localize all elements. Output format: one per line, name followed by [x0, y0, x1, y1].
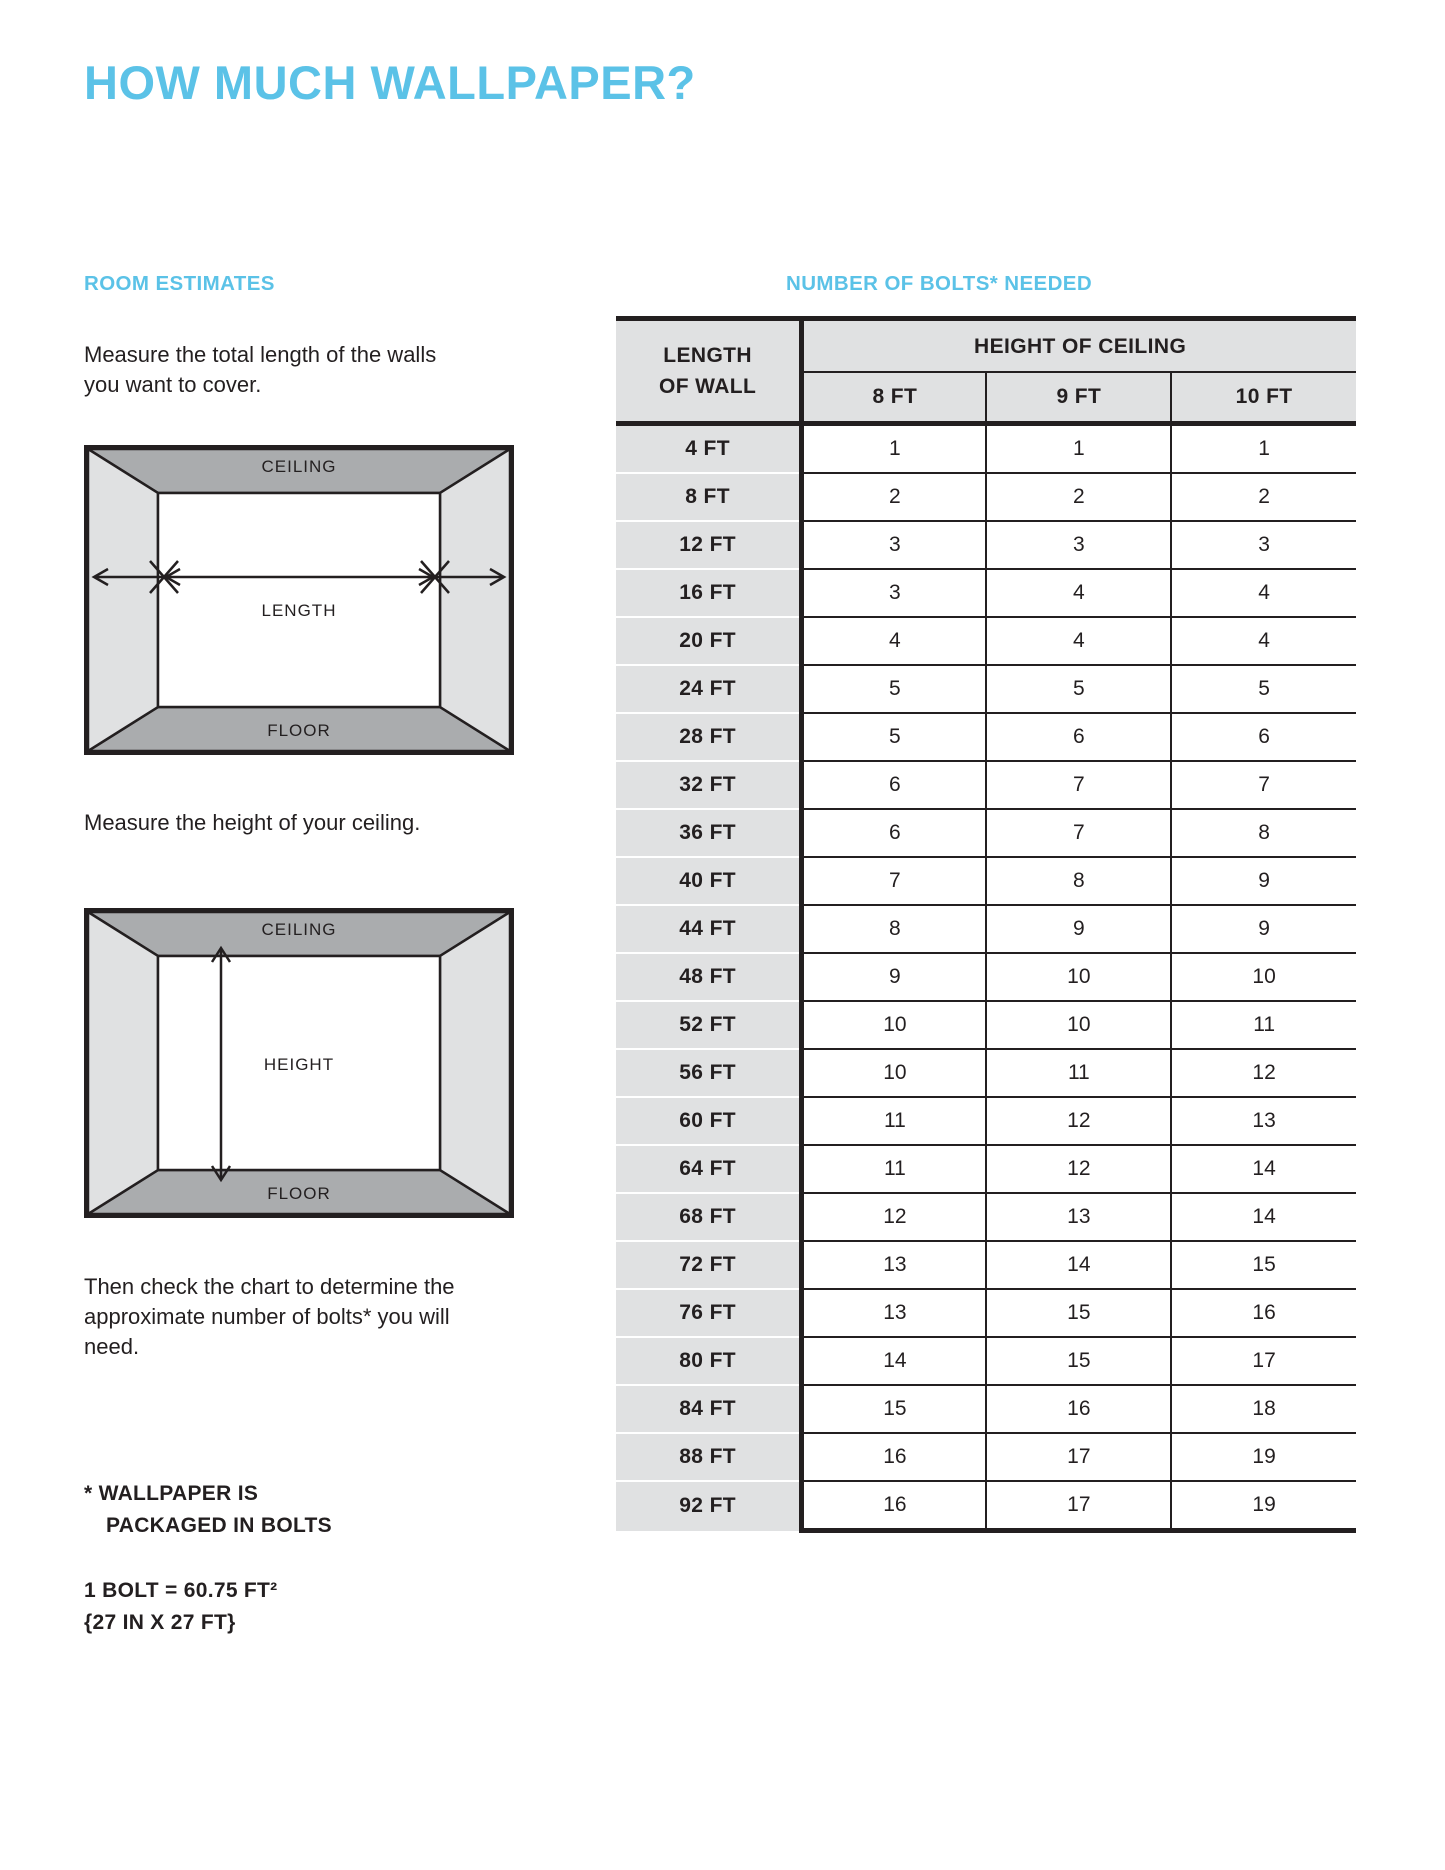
row-label: 40 FT [616, 857, 802, 905]
table-row [616, 1433, 1356, 1481]
cell-9ft: 4 [986, 617, 1171, 665]
table-row [616, 1481, 1356, 1531]
ceiling-label: CEILING [261, 920, 337, 939]
cell-10ft: 19 [1171, 1433, 1356, 1481]
cell-10ft: 2 [1171, 473, 1356, 521]
room-length-diagram [84, 445, 514, 755]
row-label: 52 FT [616, 1001, 802, 1049]
column-header-8ft: 8 FT [802, 372, 987, 424]
right-wall-plane [440, 449, 510, 751]
row-label: 72 FT [616, 1241, 802, 1289]
cell-8ft: 7 [802, 857, 987, 905]
table-row [616, 665, 1356, 713]
table-row [616, 1241, 1356, 1289]
cell-10ft: 11 [1171, 1001, 1356, 1049]
row-label: 68 FT [616, 1193, 802, 1241]
row-label: 4 FT [616, 424, 802, 474]
row-label: 92 FT [616, 1481, 802, 1531]
left-wall-plane [88, 912, 158, 1214]
cell-9ft: 14 [986, 1241, 1171, 1289]
cell-10ft: 9 [1171, 857, 1356, 905]
row-label: 16 FT [616, 569, 802, 617]
cell-9ft: 9 [986, 905, 1171, 953]
bolt-note-line-1: * WALLPAPER IS [84, 1482, 259, 1505]
bolts-table-head [616, 319, 1356, 424]
cell-8ft: 9 [802, 953, 987, 1001]
cell-8ft: 5 [802, 665, 987, 713]
bolts-table [616, 316, 1356, 1533]
cell-10ft: 5 [1171, 665, 1356, 713]
column-header-9ft: 9 FT [986, 372, 1171, 424]
cell-9ft: 4 [986, 569, 1171, 617]
cell-9ft: 15 [986, 1289, 1171, 1337]
cell-9ft: 17 [986, 1433, 1171, 1481]
table-row [616, 905, 1356, 953]
row-label: 28 FT [616, 713, 802, 761]
row-label: 12 FT [616, 521, 802, 569]
cell-9ft: 17 [986, 1481, 1171, 1531]
row-label: 44 FT [616, 905, 802, 953]
cell-10ft: 4 [1171, 617, 1356, 665]
cell-9ft: 10 [986, 953, 1171, 1001]
instruction-step-2: Measure the height of your ceiling. [84, 810, 421, 835]
cell-9ft: 10 [986, 1001, 1171, 1049]
table-row [616, 857, 1356, 905]
table-row [616, 521, 1356, 569]
cell-9ft: 8 [986, 857, 1171, 905]
cell-8ft: 4 [802, 617, 987, 665]
length-label: LENGTH [261, 601, 337, 620]
bolt-note-line-2: PACKAGED IN BOLTS [106, 1514, 332, 1537]
cell-8ft: 5 [802, 713, 987, 761]
row-label: 80 FT [616, 1337, 802, 1385]
table-row [616, 424, 1356, 474]
cell-8ft: 10 [802, 1001, 987, 1049]
cell-8ft: 15 [802, 1385, 987, 1433]
bolt-size-line-2: {27 IN X 27 FT} [84, 1611, 236, 1634]
table-row [616, 809, 1356, 857]
cell-9ft: 13 [986, 1193, 1171, 1241]
bolt-note [84, 1478, 504, 1542]
row-label: 84 FT [616, 1385, 802, 1433]
table-row [616, 1001, 1356, 1049]
cell-8ft: 16 [802, 1481, 987, 1531]
cell-8ft: 8 [802, 905, 987, 953]
cell-8ft: 13 [802, 1241, 987, 1289]
instruction-step-3: Then check the chart to determine the approximate number of bolts* you will need. [84, 1274, 455, 1359]
table-row [616, 569, 1356, 617]
row-label: 64 FT [616, 1145, 802, 1193]
floor-label: FLOOR [267, 721, 331, 740]
bolt-size-line-1: 1 BOLT = 60.75 FT² [84, 1579, 278, 1602]
table-row [616, 1193, 1356, 1241]
cell-10ft: 16 [1171, 1289, 1356, 1337]
row-label: 60 FT [616, 1097, 802, 1145]
table-row [616, 1337, 1356, 1385]
cell-10ft: 1 [1171, 424, 1356, 474]
table-row [616, 617, 1356, 665]
bolts-needed-heading: NUMBER OF BOLTS* NEEDED [786, 272, 1093, 295]
cell-8ft: 6 [802, 809, 987, 857]
row-label: 8 FT [616, 473, 802, 521]
cell-10ft: 13 [1171, 1097, 1356, 1145]
table-row [616, 1145, 1356, 1193]
bolts-table-container [616, 316, 1356, 1533]
floor-label: FLOOR [267, 1184, 331, 1203]
cell-9ft: 1 [986, 424, 1171, 474]
table-row [616, 1289, 1356, 1337]
cell-10ft: 15 [1171, 1241, 1356, 1289]
cell-9ft: 15 [986, 1337, 1171, 1385]
cell-8ft: 11 [802, 1097, 987, 1145]
row-label: 76 FT [616, 1289, 802, 1337]
cell-10ft: 14 [1171, 1193, 1356, 1241]
cell-10ft: 17 [1171, 1337, 1356, 1385]
cell-10ft: 7 [1171, 761, 1356, 809]
cell-9ft: 7 [986, 761, 1171, 809]
cell-10ft: 12 [1171, 1049, 1356, 1097]
cell-9ft: 16 [986, 1385, 1171, 1433]
ceiling-label: CEILING [261, 457, 337, 476]
cell-10ft: 8 [1171, 809, 1356, 857]
cell-9ft: 6 [986, 713, 1171, 761]
cell-8ft: 16 [802, 1433, 987, 1481]
cell-8ft: 3 [802, 569, 987, 617]
right-wall-plane [440, 912, 510, 1214]
cell-10ft: 4 [1171, 569, 1356, 617]
wall-length-header-line-2: OF WALL [658, 375, 757, 398]
page-title: HOW MUCH WALLPAPER? [84, 56, 696, 109]
cell-8ft: 6 [802, 761, 987, 809]
instruction-step-1: Measure the total length of the walls you want to cover. [84, 342, 437, 397]
cell-8ft: 3 [802, 521, 987, 569]
row-label: 32 FT [616, 761, 802, 809]
table-header-row-group [616, 319, 1356, 373]
cell-9ft: 11 [986, 1049, 1171, 1097]
room-estimates-heading: ROOM ESTIMATES [84, 272, 275, 295]
cell-8ft: 11 [802, 1145, 987, 1193]
table-row [616, 1049, 1356, 1097]
cell-8ft: 2 [802, 473, 987, 521]
table-row [616, 761, 1356, 809]
cell-10ft: 19 [1171, 1481, 1356, 1531]
cell-10ft: 6 [1171, 713, 1356, 761]
table-row [616, 1385, 1356, 1433]
room-height-illustration [88, 912, 510, 1214]
cell-10ft: 3 [1171, 521, 1356, 569]
table-row [616, 713, 1356, 761]
wall-length-header [616, 319, 802, 424]
row-label: 24 FT [616, 665, 802, 713]
cell-9ft: 7 [986, 809, 1171, 857]
cell-9ft: 5 [986, 665, 1171, 713]
row-label: 36 FT [616, 809, 802, 857]
cell-8ft: 14 [802, 1337, 987, 1385]
cell-8ft: 1 [802, 424, 987, 474]
height-label: HEIGHT [263, 1055, 335, 1074]
cell-10ft: 9 [1171, 905, 1356, 953]
left-wall-plane [88, 449, 158, 751]
row-label: 48 FT [616, 953, 802, 1001]
back-wall-plane [158, 493, 440, 707]
cell-9ft: 12 [986, 1145, 1171, 1193]
cell-8ft: 13 [802, 1289, 987, 1337]
table-row [616, 473, 1356, 521]
room-height-diagram [84, 908, 514, 1218]
cell-9ft: 3 [986, 521, 1171, 569]
cell-10ft: 14 [1171, 1145, 1356, 1193]
cell-8ft: 10 [802, 1049, 987, 1097]
table-row [616, 953, 1356, 1001]
row-label: 56 FT [616, 1049, 802, 1097]
column-header-10ft: 10 FT [1171, 372, 1356, 424]
wall-length-header-line-1: LENGTH [663, 344, 752, 367]
row-label: 20 FT [616, 617, 802, 665]
room-length-illustration [88, 449, 510, 751]
bolts-table-body [616, 424, 1356, 1531]
table-row [616, 1097, 1356, 1145]
ceiling-height-header: HEIGHT OF CEILING [802, 319, 1356, 373]
cell-8ft: 12 [802, 1193, 987, 1241]
cell-10ft: 18 [1171, 1385, 1356, 1433]
bolt-size-note [84, 1575, 504, 1639]
cell-10ft: 10 [1171, 953, 1356, 1001]
cell-9ft: 12 [986, 1097, 1171, 1145]
row-label: 88 FT [616, 1433, 802, 1481]
cell-9ft: 2 [986, 473, 1171, 521]
